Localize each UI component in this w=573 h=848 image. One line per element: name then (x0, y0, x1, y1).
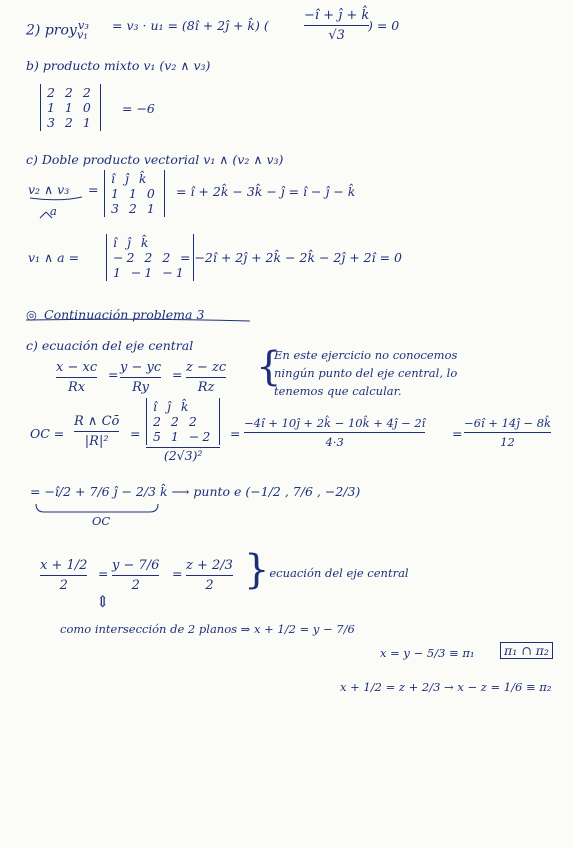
oc-underbrace-label: OC (92, 514, 111, 528)
oc-simplified-fraction: −6î + 14ĵ − 8k̂ 12 (464, 416, 552, 449)
oc-formula-fraction: R ∧ Cō |R|² (74, 414, 120, 449)
brace-icon: } (244, 547, 270, 593)
axis-equation-y: y − 7/6 2 (112, 558, 160, 593)
cross-product-lhs: v₂ ∧ v₃ (28, 182, 70, 197)
bullet-icon: ◎ (26, 307, 37, 322)
section-c-title: c) Doble producto vectorial v₁ ∧ (v₂ ∧ v₃) (26, 152, 284, 167)
axis-equation-z: z + 2/3 2 (186, 558, 233, 593)
equals-sign: = (88, 182, 99, 197)
determinant-matrix-c1 (104, 170, 165, 217)
vector-a-label: a (50, 204, 57, 218)
continuation-title: Continuación problema 3 (44, 307, 205, 322)
cross-product-result: = î + 2k̂ − 3k̂ − ĵ = î − ĵ − k̂ (176, 184, 356, 199)
matrix-row: −2 2 2 (113, 250, 174, 265)
a-underline (30, 197, 82, 200)
matrix-row: 1 1 0 (111, 186, 158, 201)
double-product-lhs: v₁ ∧ a = (28, 250, 80, 265)
determinant-matrix-b (40, 84, 101, 131)
matrix-row: 3 2 1 (111, 201, 158, 216)
central-axis-title: c) ecuación del eje central (26, 338, 194, 353)
equals-sign: = (172, 367, 183, 382)
matrix-row: 3 2 1 (47, 115, 94, 130)
oc-matrix-fraction (146, 398, 220, 463)
oc-point-result: = −î/2 + 7/6 ĵ − 2/3 k̂ ⟶ punto e (−1/2 , 7/6 , −2/3) (30, 484, 361, 499)
matrix-row: î ĵ k̂ (113, 235, 152, 250)
oc-lhs: OC = (30, 426, 65, 441)
projection-result: ) = 0 (368, 18, 400, 33)
matrix-row: î ĵ k̂ (153, 399, 192, 414)
oc-expanded-fraction: −4î + 10ĵ + 2k̂ − 10k̂ + 4ĵ − 2î 4·3 (244, 416, 426, 449)
equals-sign: = (98, 566, 109, 581)
plane-pi2-equation: x + 1/2 = z + 2/3 → x − z = 1/6 ≡ π₂ (340, 680, 552, 694)
determinant-matrix-oc (146, 398, 220, 445)
matrix-row: 1 −1 −1 (113, 265, 187, 280)
double-product-result: = −2î + 2ĵ + 2k̂ − 2k̂ − 2ĵ + 2î = 0 (180, 250, 403, 265)
section-b-title: b) producto mixto v₁ (v₂ ∧ v₃) (26, 58, 211, 73)
axis-equation-x: x + 1/2 2 (40, 558, 88, 593)
note-line: En este ejercicio no conocemos (274, 348, 458, 362)
planes-intersection-line: como intersección de 2 planos ⇒ x + 1/2 = y − 7/6 (60, 622, 355, 636)
equivalence-arrow-icon: ⇕ (96, 592, 110, 611)
equals-sign: = (130, 426, 141, 441)
note-line: tenemos que calcular. (274, 384, 402, 398)
determinant-result: = −6 (122, 101, 155, 116)
matrix-row: 2 2 2 (47, 85, 94, 100)
equals-sign: = (172, 566, 183, 581)
equals-sign: = (452, 426, 463, 441)
eje-fraction-y: y − yc Ry (120, 360, 162, 395)
axis-equation-label: ecuación del eje central (269, 566, 409, 580)
eje-fraction-z: z − zc Rz (186, 360, 227, 395)
note-line: ningún punto del eje central, lo (274, 366, 458, 380)
equals-sign: = (230, 426, 241, 441)
proyection-label: 2) proy$_{v_1}^{v_3}$ (26, 18, 90, 42)
plane-pi1-equation: x = y − 5/3 ≡ π₁ (380, 646, 475, 660)
underbrace (36, 504, 158, 512)
equals-sign: = (108, 367, 119, 382)
matrix-row: 5 1 −2 (153, 429, 214, 444)
eje-fraction-x: x − xc Rx (56, 360, 98, 395)
unit-vector-fraction: −î + ĵ + k̂ √3 (304, 8, 370, 43)
projection-expression: = v₃ · u₁ = (8î + 2ĵ + k̂) ( (112, 18, 269, 33)
planes-intersection-box: π₁ ∩ π₂ (500, 642, 553, 659)
matrix-row: 1 1 0 (47, 100, 94, 115)
matrix-row: î ĵ k̂ (111, 171, 150, 186)
matrix-row: 2 2 2 (153, 414, 200, 429)
brace-icon: { (256, 344, 282, 390)
fraction-denominator: (2√3)² (163, 448, 203, 463)
